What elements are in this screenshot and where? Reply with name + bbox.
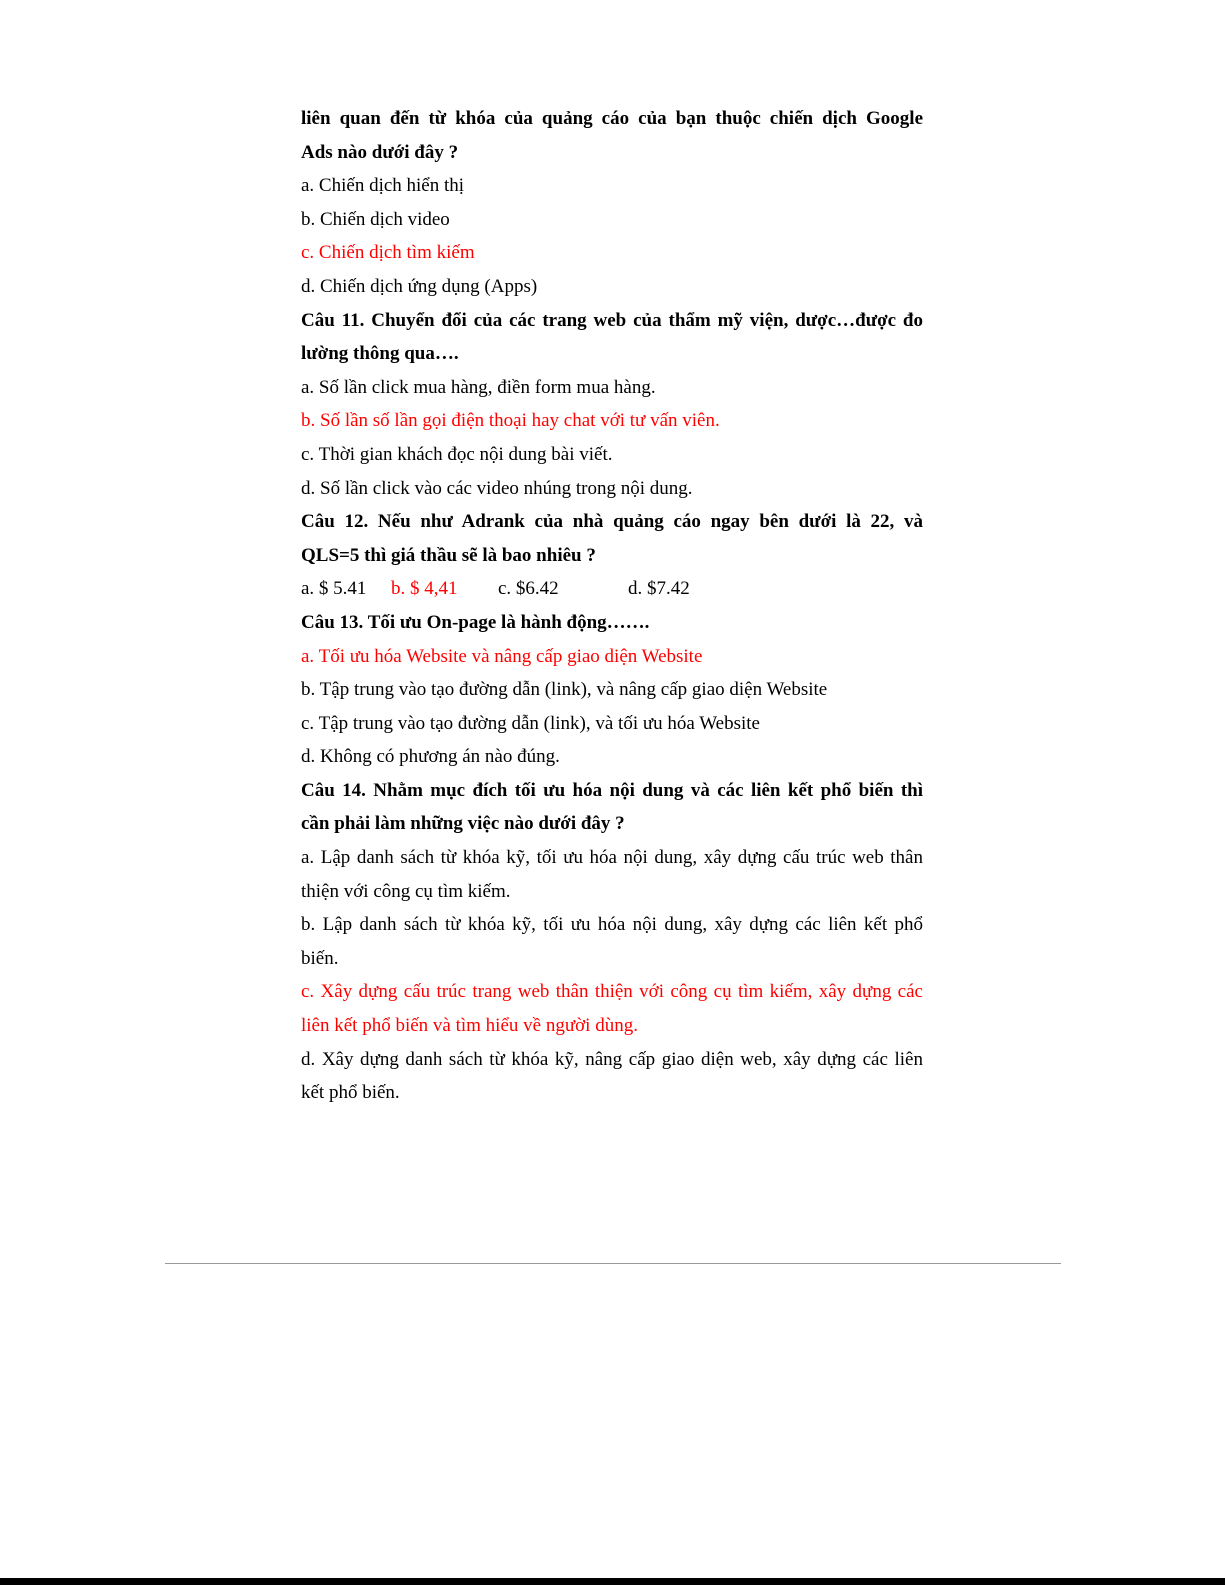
question-12-heading: Câu 12. Nếu như Adrank của nhà quảng cáo ngay bên dưới là 22, và [301,511,923,533]
document-body [301,102,923,1110]
correct-answer-option-cont: liên kết phổ biến và tìm hiểu về người dùng. [301,1015,638,1037]
question-11-heading: Câu 11. Chuyển đổi của các trang web của thẩm mỹ viện, dược…được đo [301,309,923,331]
footer-divider [165,1263,1061,1264]
answer-option: c. $6.42 [498,578,559,600]
question-14-heading-cont: cần phải làm những việc nào dưới đây ? [301,813,625,835]
question-12-heading-cont: QLS=5 thì giá thầu sẽ là bao nhiêu ? [301,544,596,566]
answer-option: b. Chiến dịch video [301,208,450,230]
answer-option: d. Số lần click vào các video nhúng trong nội dung. [301,477,693,499]
correct-answer-option: b. $ 4,41 [391,578,458,600]
answer-option-cont: kết phổ biến. [301,1082,400,1104]
correct-answer-option: a. Tối ưu hóa Website và nâng cấp giao diện Website [301,645,703,667]
answer-option: a. $ 5.41 [301,578,367,600]
answer-option: c. Thời gian khách đọc nội dung bài viết. [301,443,613,465]
answer-option: d. Không có phương án nào đúng. [301,746,560,768]
correct-answer-option: b. Số lần số lần gọi điện thoại hay chat với tư vấn viên. [301,410,720,432]
answer-option: d. Xây dựng danh sách từ khóa kỹ, nâng cấp giao diện web, xây dựng các liên [301,1048,923,1070]
answer-option: a. Lập danh sách từ khóa kỹ, tối ưu hóa nội dung, xây dựng cấu trúc web thân [301,847,923,869]
answer-option: d. $7.42 [628,578,690,600]
question-text-line: liên quan đến từ khóa của quảng cáo của bạn thuộc chiến dịch Google [301,108,923,129]
question-11-heading-cont: lường thông qua…. [301,343,459,365]
answer-option: b. Tập trung vào tạo đường dẫn (link), và nâng cấp giao diện Website [301,679,828,701]
answer-option: d. Chiến dịch ứng dụng (Apps) [301,275,538,297]
question-14-heading: Câu 14. Nhằm mục đích tối ưu hóa nội dung và các liên kết phổ biến thì [301,779,923,801]
answer-option: b. Lập danh sách từ khóa kỹ, tối ưu hóa nội dung, xây dựng các liên kết phổ [301,914,923,936]
answer-option-cont: thiện với công cụ tìm kiếm. [301,880,511,902]
answer-option-cont: biến. [301,947,339,969]
answer-option: a. Chiến dịch hiển thị [301,175,465,197]
correct-answer-option: c. Chiến dịch tìm kiếm [301,242,475,264]
correct-answer-option: c. Xây dựng cấu trúc trang web thân thiện với công cụ tìm kiếm, xây dựng các [301,981,923,1003]
page-bottom-edge [0,1578,1225,1585]
answer-option: c. Tập trung vào tạo đường dẫn (link), và tối ưu hóa Website [301,712,760,734]
question-13-heading: Câu 13. Tối ưu On-page là hành động……. [301,611,650,633]
question-text-line: Ads nào dưới đây ? [301,141,459,163]
answer-option: a. Số lần click mua hàng, điền form mua hàng. [301,376,656,398]
answer-options-row [301,572,923,606]
